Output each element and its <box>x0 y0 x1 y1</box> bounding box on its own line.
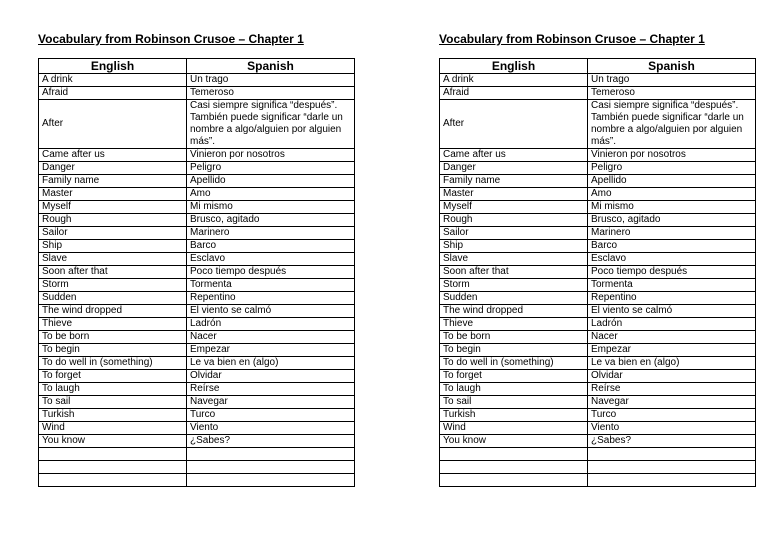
english-term-cell: Soon after that <box>39 266 187 279</box>
spanish-translation-cell <box>588 448 756 461</box>
table-row <box>440 396 756 409</box>
table-row <box>39 370 355 383</box>
table-row <box>39 162 355 175</box>
table-row <box>440 175 756 188</box>
table-row <box>39 175 355 188</box>
table-row <box>440 305 756 318</box>
table-row <box>440 461 756 474</box>
spanish-translation-cell: Reírse <box>588 383 756 396</box>
table-row <box>440 448 756 461</box>
spanish-translation-cell: Un trago <box>187 74 355 87</box>
english-term-cell: To laugh <box>39 383 187 396</box>
english-term-cell <box>39 474 187 487</box>
table-row <box>39 357 355 370</box>
spanish-translation-cell: Marinero <box>588 227 756 240</box>
english-term-cell: Slave <box>440 253 588 266</box>
table-row <box>440 266 756 279</box>
english-term-cell: Sailor <box>39 227 187 240</box>
english-term-cell: To forget <box>440 370 588 383</box>
english-term-cell: A drink <box>39 74 187 87</box>
english-term-cell: To forget <box>39 370 187 383</box>
english-term-cell: The wind dropped <box>39 305 187 318</box>
spanish-translation-cell <box>187 474 355 487</box>
spanish-translation-cell: Brusco, agitado <box>187 214 355 227</box>
english-term-cell: To be born <box>440 331 588 344</box>
spanish-translation-cell: Turco <box>187 409 355 422</box>
spanish-translation-cell: Repentino <box>588 292 756 305</box>
spanish-translation-cell: Casi siempre significa “después”. También puede significar “darle un nombre a algo/alguien por alguien más”. <box>187 100 355 149</box>
spanish-translation-cell: Un trago <box>588 74 756 87</box>
english-term-cell: Sudden <box>440 292 588 305</box>
english-term-cell: Came after us <box>440 149 588 162</box>
spanish-translation-cell: Mi mismo <box>588 201 756 214</box>
english-term-cell: Ship <box>39 240 187 253</box>
table-row <box>440 370 756 383</box>
table-row <box>39 305 355 318</box>
spanish-translation-cell: Vinieron por nosotros <box>187 149 355 162</box>
spanish-translation-cell: Temeroso <box>187 87 355 100</box>
spanish-translation-cell: Turco <box>588 409 756 422</box>
spanish-translation-cell: Apellido <box>588 175 756 188</box>
english-term-cell: Soon after that <box>440 266 588 279</box>
spanish-translation-cell: Brusco, agitado <box>588 214 756 227</box>
spanish-translation-cell: Marinero <box>187 227 355 240</box>
english-term-cell: Turkish <box>440 409 588 422</box>
english-term-cell: Thieve <box>440 318 588 331</box>
table-row <box>39 435 355 448</box>
spanish-translation-cell: ¿Sabes? <box>588 435 756 448</box>
spanish-translation-cell <box>588 474 756 487</box>
spanish-translation-cell: Tormenta <box>588 279 756 292</box>
table-header-row <box>39 59 355 74</box>
table-row <box>440 227 756 240</box>
spanish-translation-cell: Nacer <box>588 331 756 344</box>
vocabulary-table <box>439 58 756 487</box>
english-term-cell: Turkish <box>39 409 187 422</box>
table-body <box>440 74 756 487</box>
spanish-translation-cell: ¿Sabes? <box>187 435 355 448</box>
english-term-cell: Danger <box>440 162 588 175</box>
header-spanish: Spanish <box>588 59 756 74</box>
table-row <box>39 279 355 292</box>
spanish-translation-cell: Vinieron por nosotros <box>588 149 756 162</box>
english-term-cell: Sailor <box>440 227 588 240</box>
spanish-translation-cell: Reírse <box>187 383 355 396</box>
table-row <box>440 149 756 162</box>
spanish-translation-cell: Le va bien en (algo) <box>588 357 756 370</box>
table-row <box>440 240 756 253</box>
spanish-translation-cell: Empezar <box>588 344 756 357</box>
table-row <box>440 331 756 344</box>
sheet-title: Vocabulary from Robinson Crusoe – Chapter 1 <box>439 32 705 46</box>
english-term-cell: Ship <box>440 240 588 253</box>
table-row <box>39 396 355 409</box>
table-row <box>440 214 756 227</box>
table-row <box>440 188 756 201</box>
table-row <box>440 74 756 87</box>
table-row <box>39 188 355 201</box>
table-row <box>39 87 355 100</box>
english-term-cell <box>39 448 187 461</box>
table-row <box>39 422 355 435</box>
header-english: English <box>39 59 187 74</box>
english-term-cell: Storm <box>440 279 588 292</box>
table-row <box>39 240 355 253</box>
header-english: English <box>440 59 588 74</box>
english-term-cell: Danger <box>39 162 187 175</box>
sheet-title: Vocabulary from Robinson Crusoe – Chapter 1 <box>38 32 304 46</box>
english-term-cell: Afraid <box>440 87 588 100</box>
spanish-translation-cell: Poco tiempo después <box>187 266 355 279</box>
table-header-row <box>440 59 756 74</box>
table-row <box>440 474 756 487</box>
english-term-cell: Family name <box>440 175 588 188</box>
english-term-cell: To sail <box>39 396 187 409</box>
english-term-cell: After <box>440 100 588 149</box>
english-term-cell <box>440 461 588 474</box>
english-term-cell: Wind <box>39 422 187 435</box>
english-term-cell: Thieve <box>39 318 187 331</box>
english-term-cell: Myself <box>440 201 588 214</box>
table-row <box>39 74 355 87</box>
spanish-translation-cell: Poco tiempo después <box>588 266 756 279</box>
english-term-cell: Slave <box>39 253 187 266</box>
table-row <box>39 461 355 474</box>
table-row <box>39 214 355 227</box>
table-row <box>39 383 355 396</box>
english-term-cell: Rough <box>39 214 187 227</box>
spanish-translation-cell: Tormenta <box>187 279 355 292</box>
english-term-cell: Rough <box>440 214 588 227</box>
english-term-cell: Sudden <box>39 292 187 305</box>
english-term-cell: To do well in (something) <box>440 357 588 370</box>
table-row <box>39 292 355 305</box>
spanish-translation-cell: Casi siempre significa “después”. También puede significar “darle un nombre a algo/alguien por alguien más”. <box>588 100 756 149</box>
spanish-translation-cell: Viento <box>588 422 756 435</box>
spanish-translation-cell: Olvidar <box>588 370 756 383</box>
english-term-cell: Wind <box>440 422 588 435</box>
table-row <box>39 331 355 344</box>
spanish-translation-cell: Ladrón <box>588 318 756 331</box>
table-row <box>440 87 756 100</box>
spanish-translation-cell: El viento se calmó <box>187 305 355 318</box>
english-term-cell: Master <box>39 188 187 201</box>
table-row <box>440 383 756 396</box>
spanish-translation-cell: Peligro <box>588 162 756 175</box>
spanish-translation-cell: Barco <box>588 240 756 253</box>
english-term-cell: The wind dropped <box>440 305 588 318</box>
spanish-translation-cell: Ladrón <box>187 318 355 331</box>
table-row <box>39 201 355 214</box>
table-row <box>440 201 756 214</box>
spanish-translation-cell <box>187 461 355 474</box>
english-term-cell: Afraid <box>39 87 187 100</box>
spanish-translation-cell: Empezar <box>187 344 355 357</box>
english-term-cell <box>440 448 588 461</box>
spanish-translation-cell: Repentino <box>187 292 355 305</box>
english-term-cell: Master <box>440 188 588 201</box>
vocabulary-sheet-left <box>38 32 354 487</box>
vocabulary-sheet-right <box>439 32 755 487</box>
table-row <box>39 474 355 487</box>
table-row <box>440 318 756 331</box>
vocabulary-table <box>38 58 355 487</box>
spanish-translation-cell: Olvidar <box>187 370 355 383</box>
english-term-cell: To begin <box>440 344 588 357</box>
table-row <box>39 409 355 422</box>
spanish-translation-cell: Amo <box>187 188 355 201</box>
english-term-cell: Myself <box>39 201 187 214</box>
table-body <box>39 74 355 487</box>
table-row <box>440 279 756 292</box>
english-term-cell: To laugh <box>440 383 588 396</box>
english-term-cell: To be born <box>39 331 187 344</box>
table-row <box>440 409 756 422</box>
english-term-cell: After <box>39 100 187 149</box>
spanish-translation-cell <box>187 448 355 461</box>
english-term-cell: To do well in (something) <box>39 357 187 370</box>
header-spanish: Spanish <box>187 59 355 74</box>
table-row <box>39 227 355 240</box>
english-term-cell: You know <box>440 435 588 448</box>
table-row <box>39 318 355 331</box>
english-term-cell: You know <box>39 435 187 448</box>
english-term-cell: Came after us <box>39 149 187 162</box>
table-row <box>440 357 756 370</box>
spanish-translation-cell: Viento <box>187 422 355 435</box>
table-row <box>440 435 756 448</box>
spanish-translation-cell: El viento se calmó <box>588 305 756 318</box>
spanish-translation-cell: Apellido <box>187 175 355 188</box>
spanish-translation-cell: Navegar <box>588 396 756 409</box>
table-row <box>39 253 355 266</box>
table-row <box>440 292 756 305</box>
spanish-translation-cell: Temeroso <box>588 87 756 100</box>
spanish-translation-cell <box>588 461 756 474</box>
spanish-translation-cell: Mi mismo <box>187 201 355 214</box>
english-term-cell: Family name <box>39 175 187 188</box>
spanish-translation-cell: Nacer <box>187 331 355 344</box>
spanish-translation-cell: Navegar <box>187 396 355 409</box>
spanish-translation-cell: Le va bien en (algo) <box>187 357 355 370</box>
table-row <box>39 149 355 162</box>
spanish-translation-cell: Esclavo <box>187 253 355 266</box>
english-term-cell: To begin <box>39 344 187 357</box>
table-row <box>39 344 355 357</box>
table-row <box>39 266 355 279</box>
table-row <box>440 100 756 149</box>
english-term-cell <box>440 474 588 487</box>
spanish-translation-cell: Amo <box>588 188 756 201</box>
english-term-cell: A drink <box>440 74 588 87</box>
table-row <box>440 344 756 357</box>
spanish-translation-cell: Peligro <box>187 162 355 175</box>
table-row <box>440 162 756 175</box>
spanish-translation-cell: Esclavo <box>588 253 756 266</box>
english-term-cell: Storm <box>39 279 187 292</box>
english-term-cell: To sail <box>440 396 588 409</box>
table-row <box>440 422 756 435</box>
table-row <box>39 448 355 461</box>
table-row <box>39 100 355 149</box>
spanish-translation-cell: Barco <box>187 240 355 253</box>
table-row <box>440 253 756 266</box>
english-term-cell <box>39 461 187 474</box>
